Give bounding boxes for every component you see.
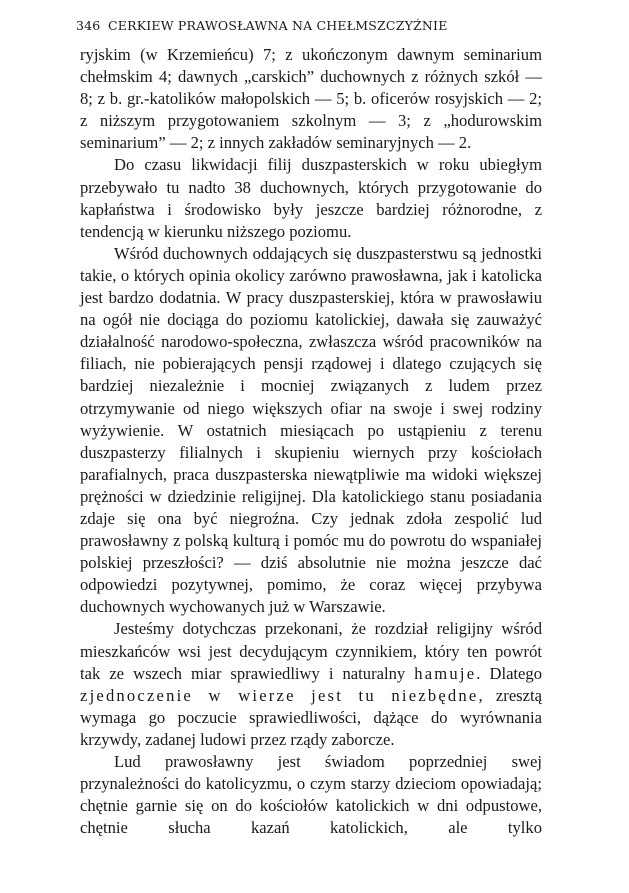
paragraph-orthodox-people: Lud prawosławny jest świadom poprzedniej swej przynależności do katolicyzmu, o czym starzy dzieciom opowiadają; chętnie garnie się on do kościołów katolickich w dni odpustowe, chętnie słucha kazań katolickich, ale tylko — [80, 752, 542, 838]
running-title: CERKIEW PRAWOSŁAWNA NA CHEŁMSZCZYŹNIE — [108, 18, 448, 33]
paragraph-pastoral-work: Wśród duchownych oddających się duszpasterstwu są jednostki takie, o których opinia okolicy zarówno prawosławna, jak i katolicka jest bardzo dodatnia. W pracy duszpasterskiej, która w prawosławiu na ogół nie dociąga do poziomu katolickiej, dawała się zauważyć działalność narodowo-społeczna, zwłaszcza wśród pracowników na filiach, nie pobierających pensji rządowej i dlatego czujących się bardziej niezależnie i mocniej związanych z ludem przez otrzymywanie od niego większych ofiar na swoje i swej rodziny wyżywienie. W ostatnich miesiącach po ustąpieniu z terenu duszpasterzy filialnych i skupieniu wiernych przy kościołach parafialnych, praca duszpasterska niewątpliwie ma widoki większej prężności w dziedzinie religijnej. Dla katolickiego stanu posiadania zdaje się ona być niegroźna. Czy jednak zdoła zespolić lud prawosławny z polską kulturą i pomóc mu do powrotu do wspaniałej polskiej przeszłości? — dziś absolutnie nie można jeszcze dać odpowiedzi pozytywnej, pomimo, że coraz więcej przybywa duchownych wychowanych już w Warszawie. — [80, 243, 542, 617]
spaced-emphasis-hamuje: hamuje — [414, 663, 477, 683]
paragraph-text-segment: , zresztą wymaga go poczucie sprawiedliwości, dążące do wyrównania krzywdy, zadanej ludowi przez rządy zaborcze. — [80, 685, 542, 749]
paragraph-pastoral-branches: Do czasu likwidacji filij duszpasterskich w roku ubiegłym przebywało tu nadto 38 duchownych, których przygotowanie do kapłaństwa i środowisko były jeszcze bardziej różnorodne, z tendencją w kierunku niższego poziomu. — [80, 155, 542, 241]
paragraph-religious-division — [80, 618, 542, 751]
paragraph-text-segment: . Dlatego — [476, 663, 543, 683]
body-text — [80, 44, 542, 839]
page-header — [76, 18, 546, 38]
paragraph-text-segment: Jesteśmy dotychczas przekonani, że rozdział religijny wśród mieszkańców wsi jest decydującym czynnikiem, który ten powrót tak ze wszech miar sprawiedliwy i naturalny — [80, 619, 542, 683]
page-number: 346 — [76, 18, 101, 33]
paragraph-continued: ryjskim (w Krzemieńcu) 7; z ukończonym dawnym seminarium chełmskim 4; dawnych „carskich” duchownych z różnych szkół — 8; z b. gr.-katolików małopolskich — 5; b. oficerów rosyjskich — 2; z niższym przygotowaniem szkolnym — 3; z „hodurowskim seminarium” — 2; z innych zakładów seminaryjnych — 2. — [80, 45, 542, 153]
spaced-emphasis-unity: zjednoczenie w wierze jest tu niezbędne — [80, 685, 479, 705]
